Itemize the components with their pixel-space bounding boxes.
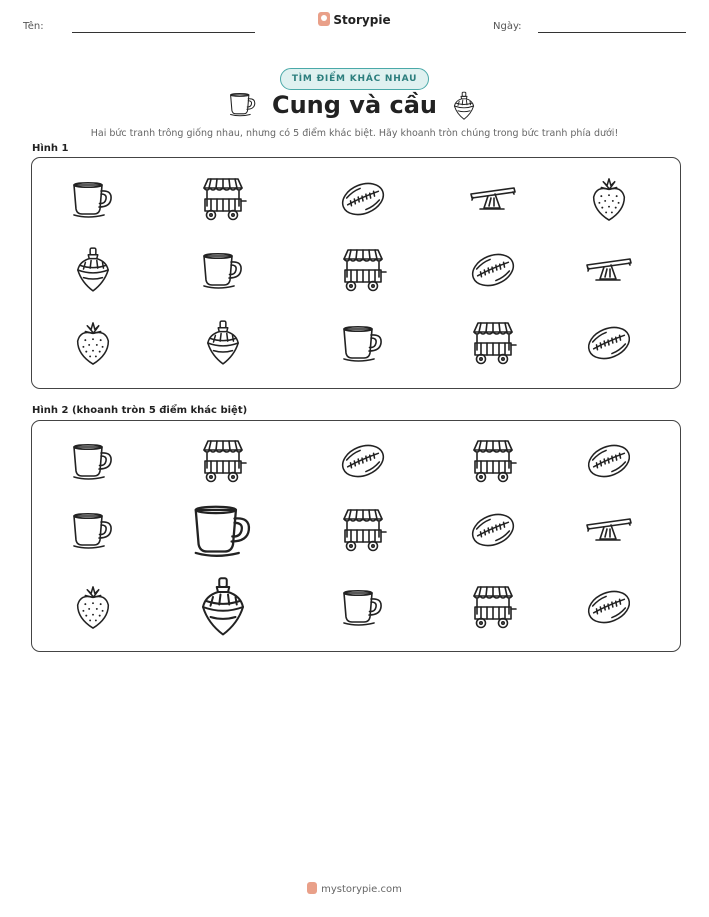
footer: [0, 882, 709, 895]
spinning-top-icon: [452, 91, 476, 123]
market-cart-icon[interactable]: [340, 247, 386, 293]
date-line[interactable]: [538, 32, 686, 33]
football-icon[interactable]: [469, 249, 517, 291]
footer-url[interactable]: mystorypie.com: [321, 884, 402, 895]
strawberry-icon[interactable]: [589, 176, 629, 222]
football-icon[interactable]: [585, 586, 633, 628]
activity-badge: TÌM ĐIỂM KHÁC NHAU: [0, 66, 709, 90]
football-icon[interactable]: [339, 440, 387, 482]
cup-icon[interactable]: [70, 440, 116, 482]
strawberry-icon[interactable]: [73, 320, 113, 366]
name-line[interactable]: [72, 32, 255, 33]
storypie-logo-icon: [307, 882, 317, 894]
instructions: Hai bức tranh trông giống nhau, nhưng có 5 điểm khác biệt. Hãy khoanh tròn chúng trong bức tranh phía dưới!: [90, 128, 619, 139]
spinning-top-icon[interactable]: [198, 574, 248, 640]
seesaw-icon[interactable]: [468, 184, 518, 214]
name-label: Tên:: [23, 21, 44, 32]
page-title: Cung và cầu: [271, 91, 438, 119]
cup-icon[interactable]: [200, 249, 246, 291]
football-icon[interactable]: [339, 178, 387, 220]
market-cart-icon[interactable]: [340, 507, 386, 553]
picture-2-label: Hình 2 (khoanh tròn 5 điểm khác biệt): [32, 405, 248, 416]
cup-icon[interactable]: [340, 586, 386, 628]
date-label: Ngày:: [493, 21, 522, 32]
football-icon[interactable]: [585, 440, 633, 482]
market-cart-icon[interactable]: [200, 176, 246, 222]
football-icon[interactable]: [585, 322, 633, 364]
market-cart-icon[interactable]: [470, 320, 516, 366]
football-icon[interactable]: [469, 509, 517, 551]
brand-name: Storypie: [333, 13, 391, 27]
brand-logo: [0, 12, 709, 27]
storypie-logo-icon: [318, 12, 330, 26]
market-cart-icon[interactable]: [200, 438, 246, 484]
cup-icon[interactable]: [70, 509, 116, 551]
market-cart-icon[interactable]: [470, 584, 516, 630]
cup-icon[interactable]: [70, 178, 116, 220]
market-cart-icon[interactable]: [470, 438, 516, 484]
seesaw-icon[interactable]: [584, 255, 634, 285]
cup-icon: [228, 91, 258, 121]
strawberry-icon[interactable]: [73, 584, 113, 630]
picture-1-label: Hình 1: [32, 143, 69, 154]
spinning-top-icon[interactable]: [74, 245, 112, 295]
cup-icon[interactable]: [340, 322, 386, 364]
picture-1-panel: [31, 157, 681, 389]
seesaw-icon[interactable]: [584, 515, 634, 545]
picture-2-panel: [31, 420, 681, 652]
spinning-top-icon[interactable]: [204, 318, 242, 368]
cup-icon[interactable]: [190, 500, 256, 560]
